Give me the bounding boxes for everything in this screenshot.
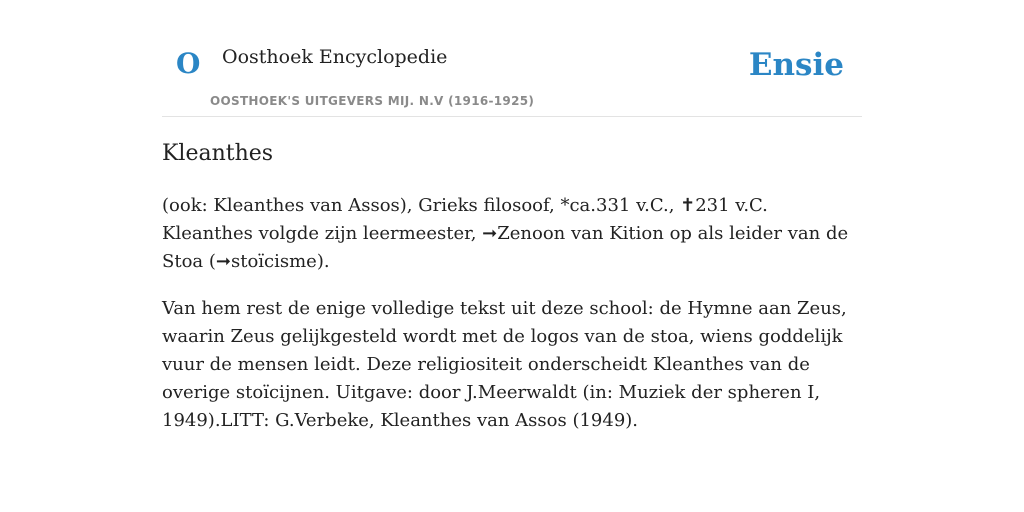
crossref-link-stoicisme[interactable]: ➞stoïcisme — [215, 251, 317, 272]
article-paragraph-1 — [162, 192, 862, 276]
encyclopedia-logo[interactable]: O — [176, 47, 201, 80]
publisher-label: OOSTHOEK'S UITGEVERS MIJ. N.V (1916-1925) — [210, 94, 535, 108]
crossref-link-zenoon[interactable]: ➞Zenoon van Kition — [482, 223, 664, 244]
paragraph-text: ). — [316, 251, 330, 272]
ensie-logo-link[interactable]: Ensie — [748, 47, 844, 83]
article — [162, 138, 862, 435]
article-title: Kleanthes — [162, 141, 274, 166]
encyclopedia-title[interactable]: Oosthoek Encyclopedie — [222, 46, 448, 68]
article-paragraph-2: Van hem rest de enige volledige tekst uit deze school: de Hymne aan Zeus, waarin Zeus gelijkgesteld wordt met de logos van de stoa, wiens goddelijk vuur de mensen leidt. Deze religiositeit onderscheidt Kleanthes van de overige stoïcijnen. Uitgave: door J.Meerwaldt (in: Muziek der spheren I, 1949).LITT: G.Verbeke, Kleanthes van Assos (1949). — [162, 298, 847, 431]
paragraph-text: op als leider van de Stoa ( — [162, 223, 849, 272]
paragraph-text: (ook: Kleanthes van Assos), Grieks filosoof, *ca.331 v.C., ✝231 v.C. Kleanthes volgde zijn leermeester, — [162, 195, 768, 244]
encyclopedia-header — [162, 0, 862, 117]
